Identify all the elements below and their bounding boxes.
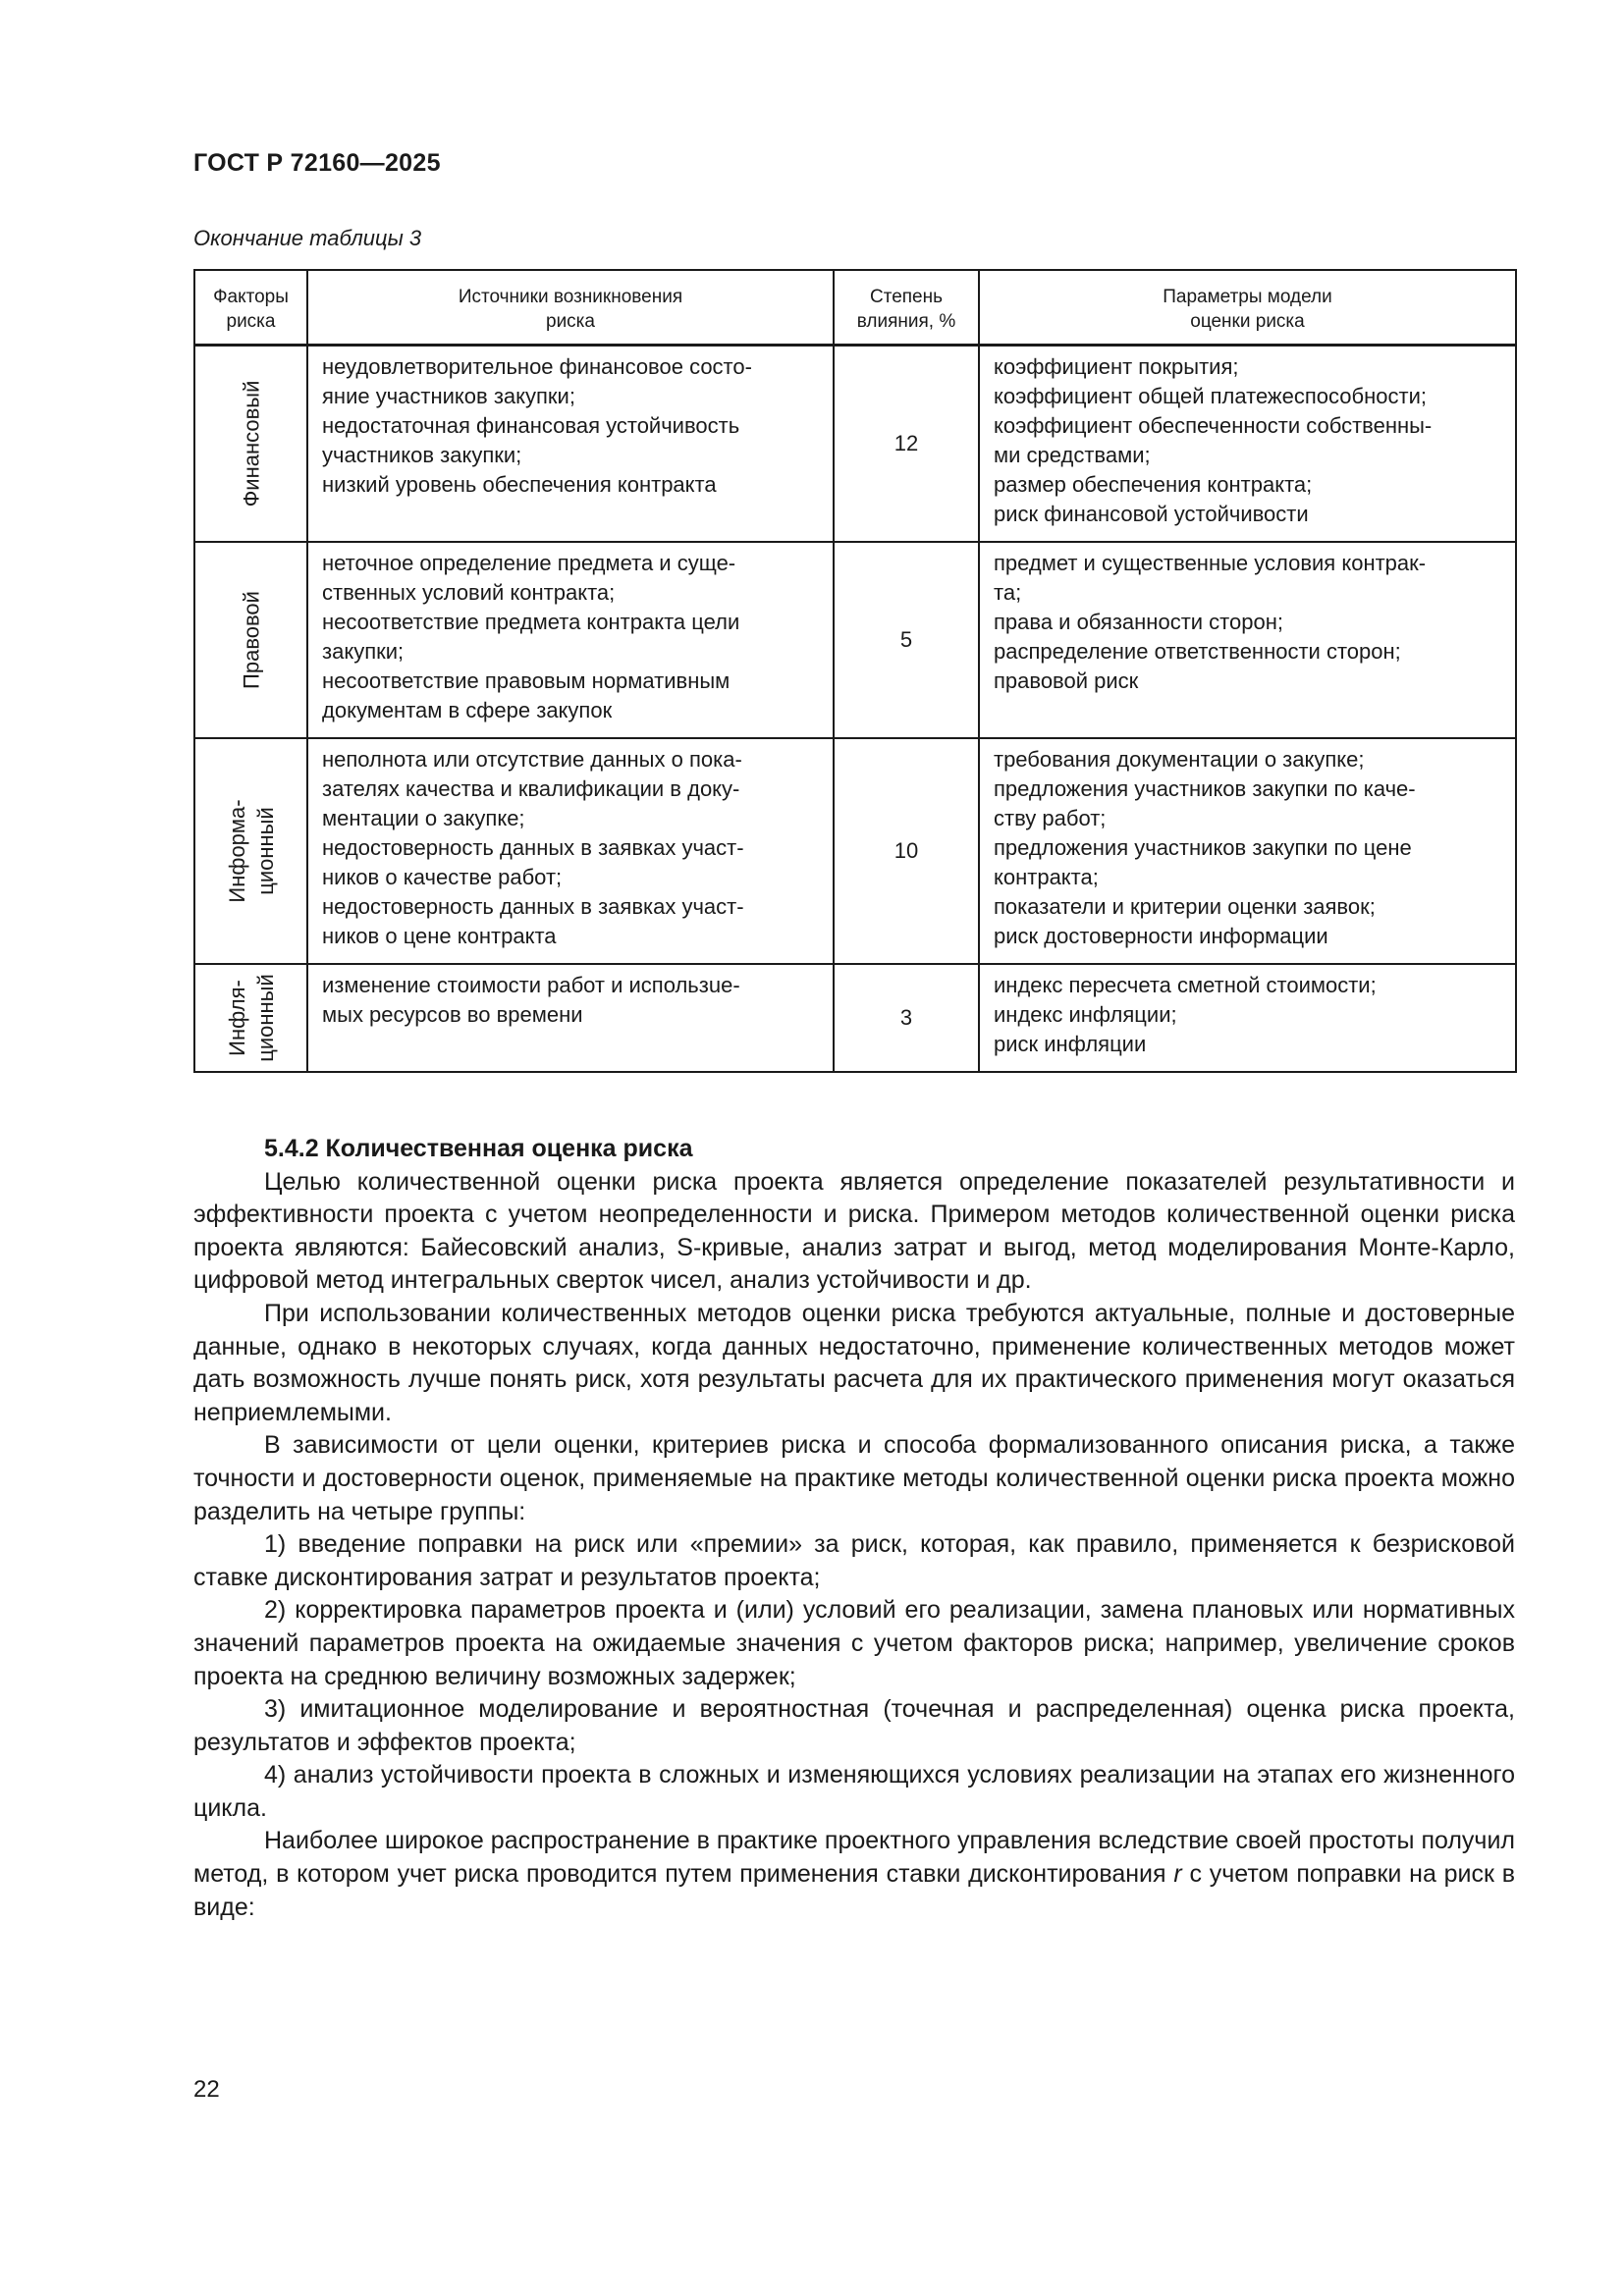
risk-factor-cell (194, 542, 307, 738)
risk-source-line: ственных условий контракта; (322, 579, 616, 605)
risk-source-line: изменение стоимости работ и использue- (322, 972, 740, 997)
risk-sources-cell (307, 542, 834, 738)
model-param-line: ми средствами; (994, 443, 1151, 467)
model-param-line: предложения участников закупки по цене (994, 834, 1412, 860)
list-item: 3) имитационное моделирование и вероятностная (точечная и распределенная) оценка риска проекта, результатов и эффектов проекта; (193, 1695, 1515, 1756)
paragraph-text: с учетом поправки на риск в виде: (193, 1860, 1516, 1921)
col-header-factor: Факторы риска (194, 270, 307, 346)
risk-source-line: мых ресурсов во времени (322, 1001, 583, 1027)
col-header-degree: Степень влияния, % (834, 270, 979, 346)
risk-source-line: участников закупки; (322, 443, 522, 467)
model-params-cell (979, 964, 1516, 1072)
list-item: 2) корректировка параметров проекта и (или) условий его реализации, замена плановых или нормативных значений параметров проекта на ожидаемые значения с учетом факторов риска; например, увеличение сроков проекта на среднюю величину возможных задержек; (193, 1596, 1515, 1690)
paragraph: В зависимости от цели оценки, критериев риска и способа формализованного описания риска, а также точности и достоверности оценок, применяемые на практике методы количественной оценки риска проекта можно разделить на четыре группы: (193, 1431, 1515, 1525)
list-item: 1) введение поправки на риск или «премии» за риск, которая, как правило, применяется к безрисковой ставке дисконтирования затрат и результатов проекта; (193, 1530, 1515, 1591)
model-param-line: правовой риск (994, 667, 1139, 693)
risk-factor-label: ционный (252, 973, 278, 1062)
model-param-line: коэффициент общей платежеспособности; (994, 384, 1427, 408)
model-params-cell (979, 542, 1516, 738)
model-param-line: коэффициент покрытия; (994, 354, 1239, 379)
risk-sources-cell (307, 964, 834, 1072)
table-row (194, 346, 1516, 542)
risk-source-line: ментации о закупке; (322, 805, 525, 830)
model-params-cell (979, 346, 1516, 542)
risk-sources-cell (307, 738, 834, 964)
influence-degree-cell: 5 (834, 542, 979, 738)
risk-factor-label: Правовой (239, 590, 263, 689)
risk-factor-label: ционный (252, 806, 278, 895)
risk-factor-cell (194, 964, 307, 1072)
table-row (194, 964, 1516, 1072)
table-caption: Окончание таблицы 3 (193, 226, 422, 250)
model-param-line: показатели и критерии оценки заявок; (994, 893, 1376, 919)
model-param-line: риск инфляции (994, 1031, 1147, 1056)
model-param-line: предложения участников закупки по каче- (994, 775, 1416, 801)
risk-factor-label: Информа- (224, 798, 249, 903)
risk-source-line: ников о качестве работ; (322, 864, 563, 889)
model-param-line: размер обеспечения контракта; (994, 472, 1313, 497)
model-param-line: предмет и существенные условия контрак- (994, 550, 1427, 575)
risk-factor-label: Финансовый (239, 380, 263, 507)
risk-sources-cell (307, 346, 834, 542)
page-number: 22 (193, 2076, 220, 2103)
risk-factor-cell (194, 738, 307, 964)
model-param-line: коэффициент обеспеченности собственны- (994, 413, 1433, 438)
model-param-line: ству работ; (994, 805, 1107, 830)
paragraph: Целью количественной оценки риска проекта является определение показателей результативности и эффективности проекта с учетом неопределенности и риска. Примером методов количественной оценки риска проекта являются: Байесовский анализ, S-кривые, анализ затрат и выгод, метод моделирования Монте-Карло, цифровой метод интегральных сверток чисел, анализ устойчивости и др. (193, 1167, 1515, 1295)
influence-degree-cell: 10 (834, 738, 979, 964)
model-param-line: индекс инфляции; (994, 1001, 1177, 1027)
paragraph: При использовании количественных методов оценки риска требуются актуальные, полные и достоверные данные, однако в некоторых случаях, когда данных недостаточно, применение количественных методов может дать возможность лучше понять риск, хотя результаты расчета для их практического применения могут оказаться неприемлемыми. (193, 1299, 1515, 1426)
col-header-params: Параметры модели оценки риска (979, 270, 1516, 346)
model-param-line: та; (994, 579, 1022, 605)
risk-source-line: документам в сфере закупок (322, 697, 613, 722)
risk-source-line: ников о цене контракта (322, 923, 557, 948)
risk-source-line: несоответствие предмета контракта цели (322, 609, 740, 634)
section-heading: 5.4.2 Количественная оценка риска (264, 1135, 693, 1162)
influence-degree-cell: 3 (834, 964, 979, 1072)
risk-source-line: неудовлетворительное финансовое состо- (322, 354, 752, 379)
model-params-cell (979, 738, 1516, 964)
col-header-sources: Источники возникновения риска (307, 270, 834, 346)
risk-source-line: неточное определение предмета и суще- (322, 550, 736, 575)
table-header-row (194, 270, 1516, 346)
table-row (194, 542, 1516, 738)
document-header: ГОСТ Р 72160—2025 (193, 149, 441, 177)
risk-source-line: закупки; (322, 638, 405, 664)
model-param-line: требования документации о закупке; (994, 746, 1365, 772)
risk-source-line: недостоверность данных в заявках участ- (322, 834, 744, 860)
risk-source-line: недостаточная финансовая устойчивость (322, 413, 740, 438)
risk-source-line: зателях качества и квалификации в доку- (322, 775, 740, 801)
risk-source-line: неполнота или отсутствие данных о пока- (322, 746, 742, 772)
influence-degree-cell: 12 (834, 346, 979, 542)
risk-factor-label: Инфля- (224, 979, 249, 1056)
risk-source-line: яние участников закупки; (322, 384, 575, 408)
risk-factor-cell (194, 346, 307, 542)
list-item: 4) анализ устойчивости проекта в сложных и изменяющихся условиях реализации на этапах его жизненного цикла. (193, 1761, 1515, 1822)
section-body (193, 1133, 1515, 1924)
risk-source-line: недостоверность данных в заявках участ- (322, 893, 744, 919)
model-param-line: риск достоверности информации (994, 923, 1328, 948)
risk-table (193, 269, 1517, 1073)
model-param-line: риск финансовой устойчивости (994, 502, 1309, 526)
model-param-line: права и обязанности сторон; (994, 609, 1283, 634)
model-param-line: распределение ответственности сторон; (994, 638, 1401, 664)
paragraph-last (193, 1825, 1515, 1924)
variable-r: r (1173, 1860, 1182, 1889)
model-param-line: контракта; (994, 864, 1099, 889)
model-param-line: индекс пересчета сметной стоимости; (994, 972, 1377, 997)
risk-source-line: низкий уровень обеспечения контракта (322, 472, 717, 497)
paragraph-text: Наиболее широкое распространение в практике проектного управления вследствие своей простоты получил метод, в котором учет риска проводится путем применения ставки дисконтирования (193, 1827, 1515, 1889)
risk-source-line: несоответствие правовым нормативным (322, 667, 731, 693)
table-row (194, 738, 1516, 964)
